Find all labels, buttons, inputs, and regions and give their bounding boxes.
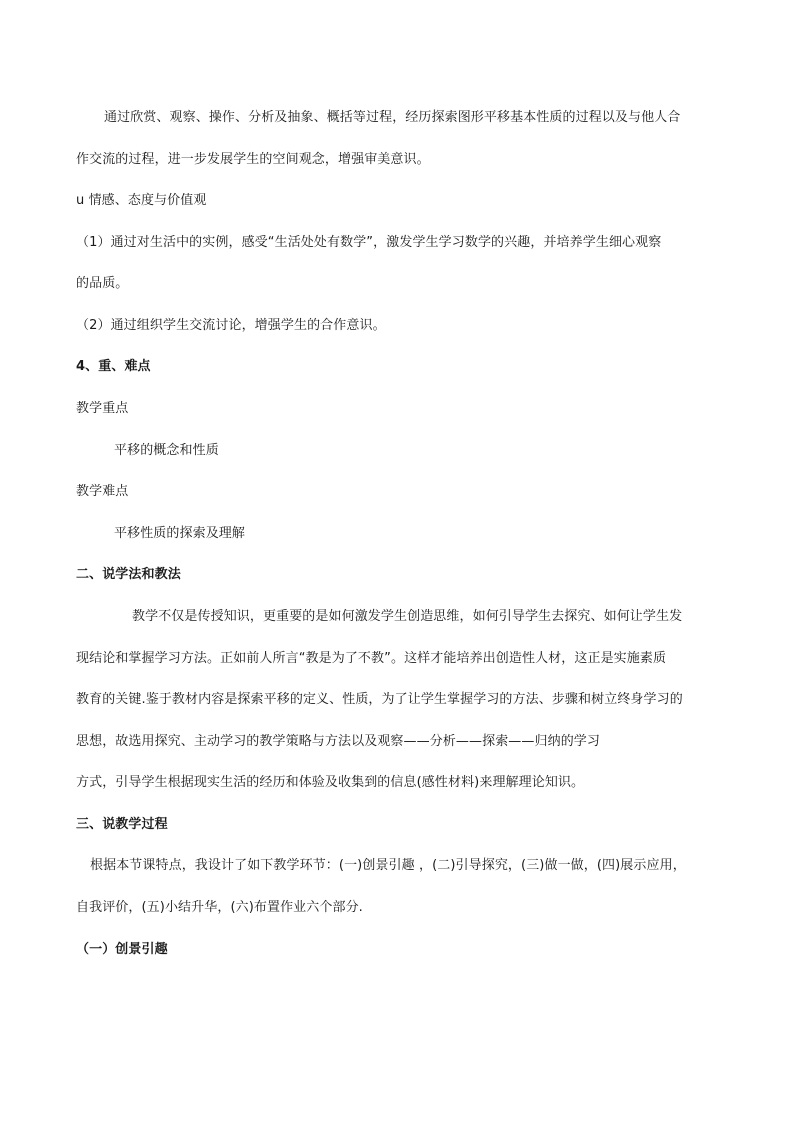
- paragraph-line-3: （1）通过对生活中的实例，感受“生活处处有数学”，激发学生学习数学的兴趣，并培养学生细心观察: [76, 235, 662, 250]
- subsection-heading-intro: （一）创景引趣: [76, 942, 168, 957]
- paragraph-line-2: 作交流的过程，进一步发展学生的空间观念，增强审美意识。: [76, 152, 430, 167]
- paragraph-line-12: 自我评价，(五)小结升华，(六)布置作业六个部分.: [76, 900, 363, 915]
- section-heading-emotion: u 情感、态度与价值观: [76, 193, 207, 208]
- paragraph-line-1: 通过欣赏、观察、操作、分析及抽象、概括等过程，经历探索图形平移基本性质的过程以及与他人合: [104, 110, 681, 125]
- paragraph-line-6: 教学不仅是传授知识，更重要的是如何激发学生创造思维，如何引导学生去探究、如何让学生发: [132, 609, 683, 624]
- paragraph-line-11: 根据本节课特点，我设计了如下教学环节：(一)创景引趣 ，(二)引导探究，(三)做一做，(四)展示应用，: [90, 858, 686, 873]
- section-heading-process: 三、说教学过程: [76, 817, 168, 832]
- paragraph-line-10: 方式，引导学生根据现实生活的经历和体验及收集到的信息(感性材料)来理解理论知识。: [76, 775, 585, 790]
- section-heading-methods: 二、说学法和教法: [76, 567, 181, 582]
- section-heading-key-points: 4、重、难点: [76, 359, 151, 374]
- paragraph-line-9: 思想，故选用探究、主动学习的教学策略与方法以及观察——分析——探索——归纳的学习: [76, 734, 601, 749]
- paragraph-line-8: 教育的关键.鉴于教材内容是探索平移的定义、性质，为了让学生掌握学习的方法、步骤和树立终身学习的: [76, 692, 683, 707]
- subheading-teaching-difficulty: 教学难点: [76, 484, 129, 499]
- subheading-teaching-focus: 教学重点: [76, 401, 129, 416]
- teaching-focus-text: 平移的概念和性质: [114, 443, 219, 458]
- paragraph-line-7: 现结论和掌握学习方法。正如前人所言“教是为了不教”。这样才能培养出创造性人材，这正是实施素质: [76, 651, 667, 666]
- paragraph-line-5: （2）通过组织学生交流讨论，增强学生的合作意识。: [76, 318, 386, 333]
- teaching-difficulty-text: 平移性质的探索及理解: [114, 526, 246, 541]
- paragraph-line-4: 的品质。: [76, 276, 129, 291]
